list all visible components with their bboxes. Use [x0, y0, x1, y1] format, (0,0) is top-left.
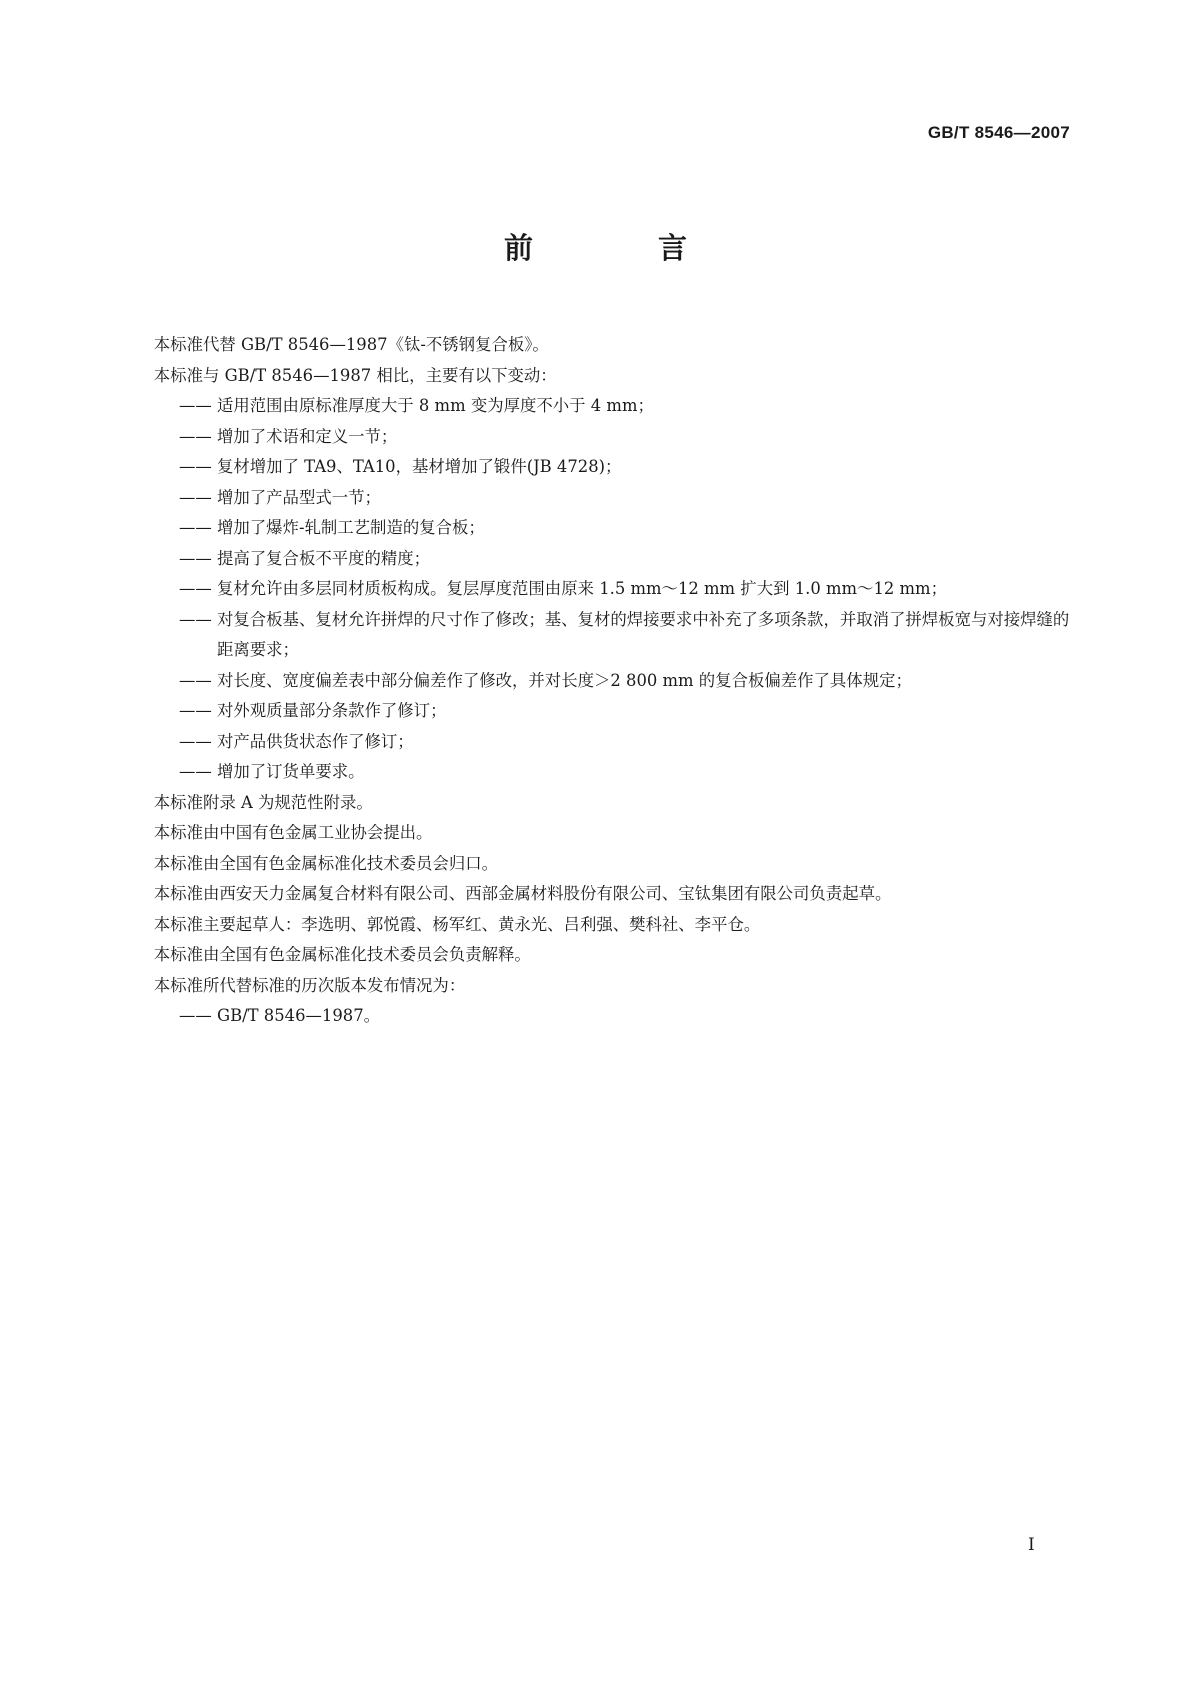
list-item-text: 提高了复合板不平度的精度； [217, 548, 431, 568]
dash-marker: —— [179, 701, 212, 720]
list-item [121, 605, 1071, 666]
list-item [121, 513, 1071, 544]
dash-marker: —— [179, 426, 212, 446]
list-item-text: 增加了产品型式一节； [217, 487, 381, 507]
list-item-text: GB/T 8546—1987。 [217, 1006, 381, 1025]
list-item-text: 复材允许由多层同材质板构成。复层厚度范围由原来 1.5 mm～12 mm 扩大到 1.0 mm～12 mm； [217, 579, 947, 598]
list-item [121, 727, 1071, 758]
list-item-text: 复材增加了 TA9、TA10，基材增加了锻件(JB 4728)； [217, 457, 622, 476]
list-item [121, 666, 1071, 697]
paragraph-drafted-by: 本标准由西安天力金属复合材料有限公司、西部金属材料股份有限公司、宝钛集团有限公司负责起草。 [153, 884, 892, 903]
dash-marker: —— [179, 762, 212, 781]
list-item-text: 增加了订货单要求。 [217, 762, 365, 781]
paragraph-centralized: 本标准由全国有色金属标准化技术委员会归口。 [153, 853, 498, 873]
dash-marker: —— [179, 548, 212, 568]
list-item [121, 757, 1071, 788]
dash-marker: —— [179, 670, 212, 690]
dash-marker: —— [179, 518, 212, 537]
paragraph-history: 本标准所代替标准的历次版本发布情况为： [153, 975, 466, 995]
changes-list [121, 391, 1071, 788]
list-item [121, 1001, 1071, 1032]
page-number: Ⅰ [1028, 1535, 1035, 1555]
list-item [121, 422, 1071, 453]
foreword-body [121, 330, 1071, 1032]
history-list [121, 1001, 1071, 1032]
paragraph-replaces: 本标准代替 GB/T 8546—1987《钛-不锈钢复合板》。 [153, 335, 549, 354]
dash-marker: —— [179, 731, 212, 751]
paragraph-annex: 本标准附录 A 为规范性附录。 [153, 792, 373, 812]
dash-marker: —— [179, 396, 212, 415]
dash-marker: —— [179, 579, 212, 598]
list-item [121, 696, 1071, 727]
list-item-text: 增加了爆炸-轧制工艺制造的复合板； [217, 518, 485, 537]
list-item-text: 适用范围由原标准厚度大于 8 mm 变为厚度不小于 4 mm； [217, 396, 654, 415]
list-item-text: 对复合板基、复材允许拼焊的尺寸作了修改；基、复材的焊接要求中补充了多项条款，并取消了拼焊板宽与对接焊缝的距离要求； [217, 609, 1070, 659]
page-title: 前 言 [503, 231, 735, 265]
dash-marker: —— [179, 1006, 212, 1025]
paragraph-proposed: 本标准由中国有色金属工业协会提出。 [153, 823, 433, 842]
list-item [121, 391, 1071, 422]
list-item-text: 对外观质量部分条款作了修订； [217, 701, 447, 720]
list-item-text: 增加了术语和定义一节； [217, 426, 398, 446]
list-item [121, 452, 1071, 483]
paragraph-interpretation: 本标准由全国有色金属标准化技术委员会负责解释。 [153, 945, 531, 964]
dash-marker: —— [179, 609, 212, 629]
paragraph-drafters: 本标准主要起草人：李选明、郭悦霞、杨军红、黄永光、吕利强、樊科社、李平仓。 [153, 914, 761, 934]
standard-code: GB/T 8546—2007 [927, 123, 1070, 142]
list-item-text: 对产品供货状态作了修订； [217, 731, 414, 751]
list-item [121, 483, 1071, 514]
paragraph-compare: 本标准与 GB/T 8546—1987 相比，主要有以下变动： [153, 365, 557, 385]
dash-marker: —— [179, 457, 212, 476]
list-item-text: 对长度、宽度偏差表中部分偏差作了修改，并对长度＞2 800 mm 的复合板偏差作了具体规定； [217, 670, 912, 690]
list-item [121, 574, 1071, 605]
dash-marker: —— [179, 487, 212, 507]
list-item [121, 544, 1071, 575]
